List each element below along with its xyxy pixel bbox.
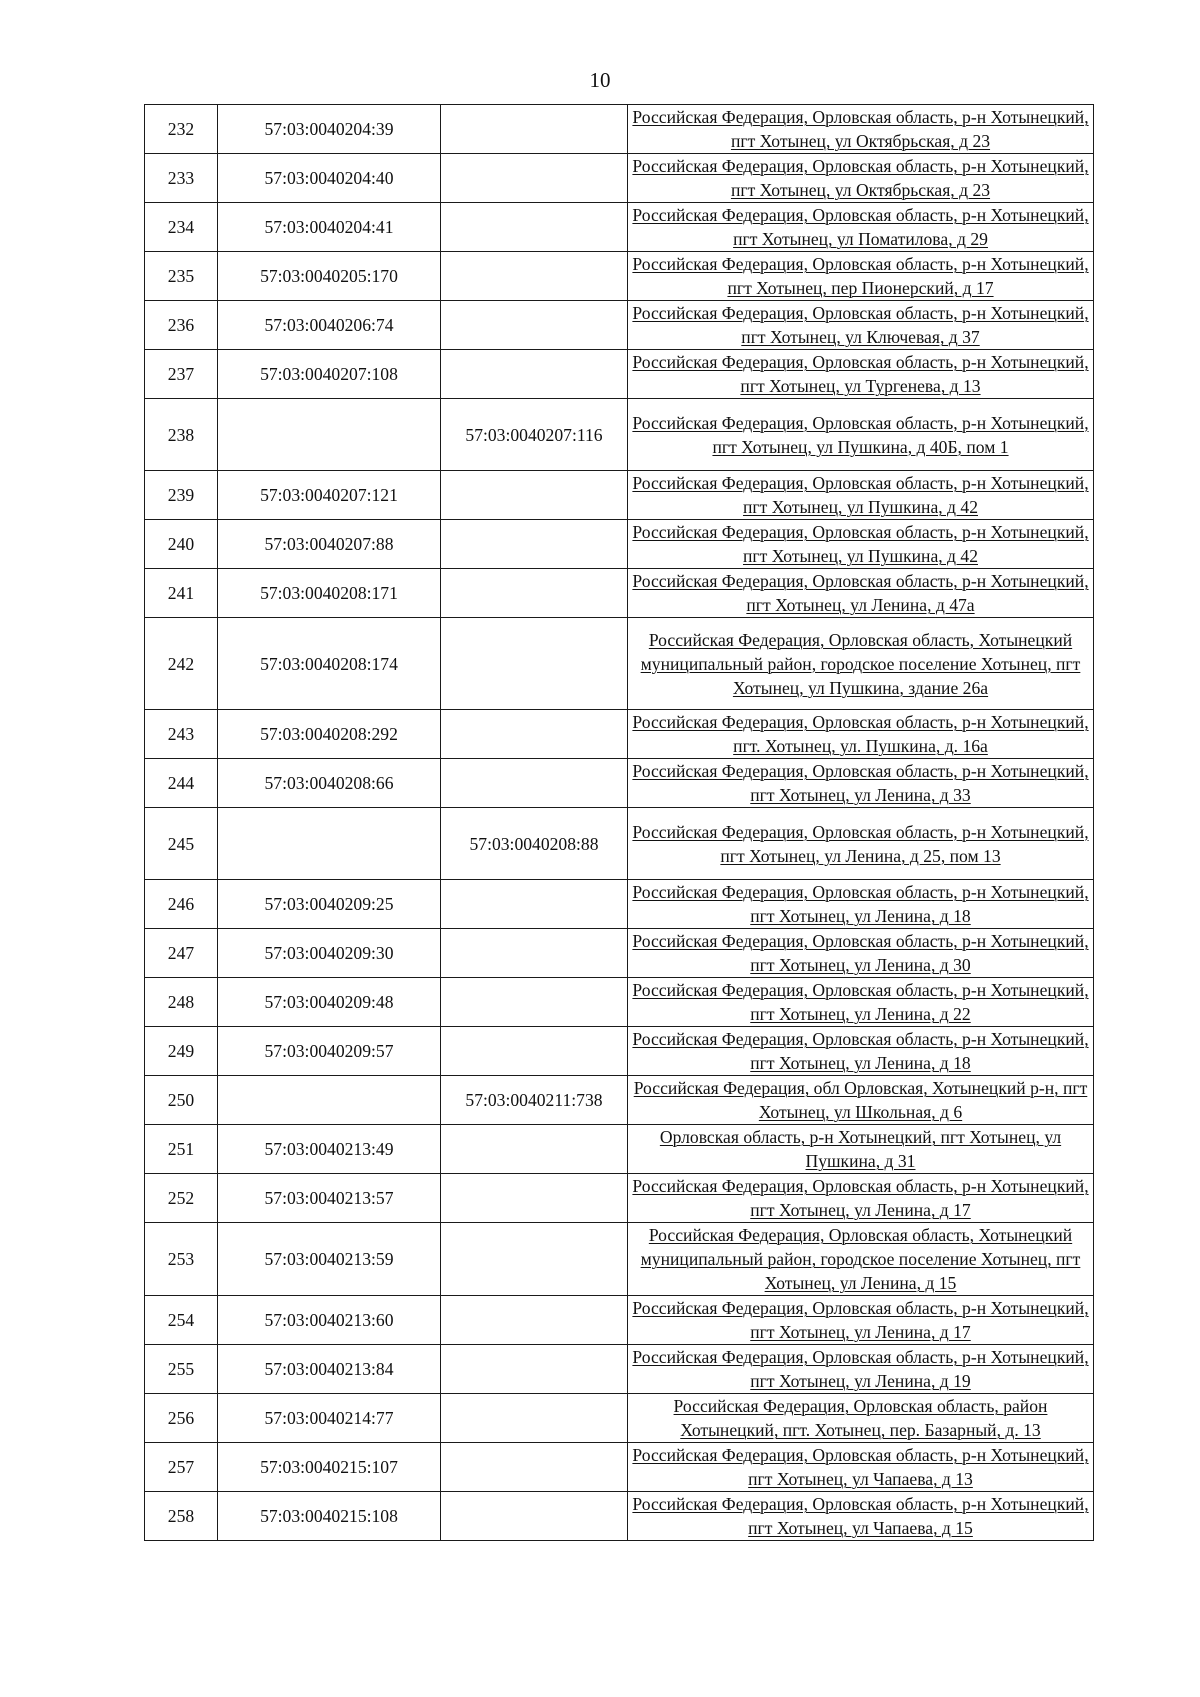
secondary-cadastral-number-cell [441,569,628,618]
cadastral-number-cell: 57:03:0040208:171 [218,569,441,618]
address-text: Российская Федерация, Орловская область, р-н Хотынецкий, пгт Хотынец, ул Ленина, д 17 [632,1176,1089,1220]
registry-table-body [145,105,1094,1541]
secondary-cadastral-number-cell [441,1223,628,1296]
secondary-cadastral-number-cell [441,710,628,759]
address-text: Российская Федерация, обл Орловская, Хотынецкий р-н, пгт Хотынец, ул Школьная, д 6 [633,1078,1088,1122]
cadastral-number-cell: 57:03:0040204:41 [218,203,441,252]
table-row [145,301,1094,350]
row-number-cell: 241 [145,569,218,618]
address-cell [628,1076,1094,1125]
address-text: Российская Федерация, Орловская область, р-н Хотынецкий, пгт Хотынец, ул Чапаева, д 13 [632,1445,1089,1489]
secondary-cadastral-number-cell: 57:03:0040211:738 [441,1076,628,1125]
row-number-cell: 234 [145,203,218,252]
row-number-cell: 257 [145,1443,218,1492]
address-cell [628,203,1094,252]
table-row [145,105,1094,154]
address-text: Российская Федерация, Орловская область, р-н Хотынецкий, пгт Хотынец, ул Ленина, д 17 [632,1298,1089,1342]
secondary-cadastral-number-cell [441,520,628,569]
table-row [145,1296,1094,1345]
row-number-cell: 245 [145,808,218,880]
cadastral-number-cell: 57:03:0040207:108 [218,350,441,399]
cadastral-number-cell: 57:03:0040204:39 [218,105,441,154]
secondary-cadastral-number-cell [441,1027,628,1076]
secondary-cadastral-number-cell [441,105,628,154]
secondary-cadastral-number-cell [441,350,628,399]
secondary-cadastral-number-cell [441,1394,628,1443]
cadastral-number-cell: 57:03:0040215:107 [218,1443,441,1492]
cadastral-number-cell: 57:03:0040209:30 [218,929,441,978]
address-cell [628,301,1094,350]
table-row [145,808,1094,880]
cadastral-number-cell: 57:03:0040213:84 [218,1345,441,1394]
cadastral-number-cell [218,399,441,471]
cadastral-number-cell: 57:03:0040208:174 [218,618,441,710]
address-text: Российская Федерация, Орловская область, Хотынецкий муниципальный район, городское поселение Хотынец, пгт Хотынец, ул Ленина, д 15 [640,1225,1081,1293]
address-cell [628,569,1094,618]
address-cell [628,1492,1094,1541]
row-number-cell: 249 [145,1027,218,1076]
address-cell [628,1027,1094,1076]
cadastral-number-cell: 57:03:0040208:292 [218,710,441,759]
address-text: Российская Федерация, Орловская область, р-н Хотынецкий, пгт Хотынец, ул Ленина, д 18 [632,882,1089,926]
address-text: Российская Федерация, Орловская область, р-н Хотынецкий, пгт Хотынец, ул Ленина, д 33 [632,761,1089,805]
table-row [145,1027,1094,1076]
row-number-cell: 248 [145,978,218,1027]
secondary-cadastral-number-cell [441,1443,628,1492]
cadastral-number-cell: 57:03:0040205:170 [218,252,441,301]
table-row [145,520,1094,569]
address-cell [628,105,1094,154]
cadastral-number-cell: 57:03:0040204:40 [218,154,441,203]
address-cell [628,618,1094,710]
secondary-cadastral-number-cell [441,252,628,301]
cadastral-number-cell: 57:03:0040213:59 [218,1223,441,1296]
table-row [145,154,1094,203]
row-number-cell: 238 [145,399,218,471]
cadastral-number-cell: 57:03:0040206:74 [218,301,441,350]
secondary-cadastral-number-cell [441,759,628,808]
row-number-cell: 247 [145,929,218,978]
address-cell [628,710,1094,759]
cadastral-number-cell: 57:03:0040213:57 [218,1174,441,1223]
address-cell [628,1345,1094,1394]
secondary-cadastral-number-cell [441,203,628,252]
cadastral-number-cell [218,1076,441,1125]
row-number-cell: 239 [145,471,218,520]
secondary-cadastral-number-cell [441,1492,628,1541]
row-number-cell: 236 [145,301,218,350]
row-number-cell: 233 [145,154,218,203]
table-row [145,710,1094,759]
secondary-cadastral-number-cell: 57:03:0040208:88 [441,808,628,880]
table-row [145,929,1094,978]
row-number-cell: 244 [145,759,218,808]
address-cell [628,471,1094,520]
address-cell [628,808,1094,880]
cadastral-number-cell: 57:03:0040215:108 [218,1492,441,1541]
row-number-cell: 253 [145,1223,218,1296]
table-row [145,978,1094,1027]
table-row [145,1345,1094,1394]
table-row [145,252,1094,301]
address-cell [628,759,1094,808]
address-text: Российская Федерация, Орловская область, р-н Хотынецкий, пгт Хотынец, ул Пушкина, д 42 [632,522,1089,566]
table-row [145,880,1094,929]
table-row [145,1076,1094,1125]
cadastral-number-cell: 57:03:0040209:25 [218,880,441,929]
address-cell [628,880,1094,929]
address-text: Орловская область, р-н Хотынецкий, пгт Хотынец, ул Пушкина, д 31 [659,1127,1062,1171]
table-row [145,618,1094,710]
address-text: Российская Федерация, Орловская область, р-н Хотынецкий, пгт Хотынец, ул Ключевая, д 37 [632,303,1089,347]
address-text: Российская Федерация, Орловская область, р-н Хотынецкий, пгт Хотынец, ул Ленина, д 18 [632,1029,1089,1073]
cadastral-number-cell: 57:03:0040214:77 [218,1394,441,1443]
address-text: Российская Федерация, Орловская область, р-н Хотынецкий, пгт Хотынец, ул Чапаева, д 15 [632,1494,1089,1538]
address-cell [628,154,1094,203]
secondary-cadastral-number-cell [441,1174,628,1223]
secondary-cadastral-number-cell [441,880,628,929]
row-number-cell: 235 [145,252,218,301]
cadastral-number-cell: 57:03:0040209:48 [218,978,441,1027]
address-text: Российская Федерация, Орловская область, р-н Хотынецкий, пгт Хотынец, пер Пионерский, д 17 [632,254,1089,298]
address-text: Российская Федерация, Орловская область, р-н Хотынецкий, пгт. Хотынец, ул. Пушкина, д. 16а [632,712,1089,756]
address-text: Российская Федерация, Орловская область, р-н Хотынецкий, пгт Хотынец, ул Октябрьская, д 23 [632,156,1089,200]
address-text: Российская Федерация, Орловская область, р-н Хотынецкий, пгт Хотынец, ул Ленина, д 19 [632,1347,1089,1391]
address-cell [628,399,1094,471]
table-row [145,569,1094,618]
table-row [145,1223,1094,1296]
secondary-cadastral-number-cell [441,618,628,710]
row-number-cell: 240 [145,520,218,569]
cadastral-number-cell: 57:03:0040213:49 [218,1125,441,1174]
table-row [145,399,1094,471]
row-number-cell: 256 [145,1394,218,1443]
cadastral-number-cell: 57:03:0040207:88 [218,520,441,569]
address-text: Российская Федерация, Орловская область, р-н Хотынецкий, пгт Хотынец, ул Ленина, д 47а [632,571,1089,615]
table-row [145,759,1094,808]
secondary-cadastral-number-cell [441,1125,628,1174]
address-cell [628,520,1094,569]
address-text: Российская Федерация, Орловская область, р-н Хотынецкий, пгт Хотынец, ул Пушкина, д 42 [632,473,1089,517]
address-text: Российская Федерация, Орловская область, район Хотынецкий, пгт. Хотынец, пер. Базарный, д. 13 [673,1396,1048,1440]
table-row [145,1125,1094,1174]
secondary-cadastral-number-cell: 57:03:0040207:116 [441,399,628,471]
table-row [145,1492,1094,1541]
address-text: Российская Федерация, Орловская область, Хотынецкий муниципальный район, городское поселение Хотынец, пгт Хотынец, ул Пушкина, здание 26а [640,629,1081,698]
table-row [145,1394,1094,1443]
secondary-cadastral-number-cell [441,1345,628,1394]
address-cell [628,929,1094,978]
row-number-cell: 254 [145,1296,218,1345]
address-cell [628,252,1094,301]
address-text: Российская Федерация, Орловская область, р-н Хотынецкий, пгт Хотынец, ул Ленина, д 22 [632,980,1089,1024]
table-row [145,1443,1094,1492]
table-row [145,203,1094,252]
table-row [145,471,1094,520]
secondary-cadastral-number-cell [441,471,628,520]
cadastral-number-cell [218,808,441,880]
row-number-cell: 243 [145,710,218,759]
address-cell [628,1296,1094,1345]
property-registry-table [144,104,1094,1541]
row-number-cell: 246 [145,880,218,929]
address-text: Российская Федерация, Орловская область, р-н Хотынецкий, пгт Хотынец, ул Ленина, д 30 [632,931,1089,975]
address-cell [628,1443,1094,1492]
secondary-cadastral-number-cell [441,1296,628,1345]
cadastral-number-cell: 57:03:0040209:57 [218,1027,441,1076]
page-number: 10 [589,68,611,92]
secondary-cadastral-number-cell [441,154,628,203]
row-number-cell: 258 [145,1492,218,1541]
table-row [145,350,1094,399]
cadastral-number-cell: 57:03:0040213:60 [218,1296,441,1345]
address-cell [628,350,1094,399]
address-text: Российская Федерация, Орловская область, р-н Хотынецкий, пгт Хотынец, ул Октябрьская, д 23 [632,107,1089,151]
address-text: Российская Федерация, Орловская область, р-н Хотынецкий, пгт Хотынец, ул Тургенева, д 13 [632,352,1089,396]
address-cell [628,1394,1094,1443]
address-text: Российская Федерация, Орловская область, р-н Хотынецкий, пгт Хотынец, ул Поматилова, д 29 [632,205,1089,249]
cadastral-number-cell: 57:03:0040207:121 [218,471,441,520]
row-number-cell: 242 [145,618,218,710]
cadastral-number-cell: 57:03:0040208:66 [218,759,441,808]
address-cell [628,1174,1094,1223]
row-number-cell: 232 [145,105,218,154]
address-text: Российская Федерация, Орловская область, р-н Хотынецкий, пгт Хотынец, ул Пушкина, д 40Б, пом 1 [632,412,1089,457]
row-number-cell: 251 [145,1125,218,1174]
row-number-cell: 250 [145,1076,218,1125]
secondary-cadastral-number-cell [441,978,628,1027]
address-cell [628,1125,1094,1174]
row-number-cell: 252 [145,1174,218,1223]
address-cell [628,1223,1094,1296]
row-number-cell: 237 [145,350,218,399]
address-cell [628,978,1094,1027]
row-number-cell: 255 [145,1345,218,1394]
table-row [145,1174,1094,1223]
secondary-cadastral-number-cell [441,301,628,350]
secondary-cadastral-number-cell [441,929,628,978]
address-text: Российская Федерация, Орловская область, р-н Хотынецкий, пгт Хотынец, ул Ленина, д 25, пом 13 [632,821,1089,866]
